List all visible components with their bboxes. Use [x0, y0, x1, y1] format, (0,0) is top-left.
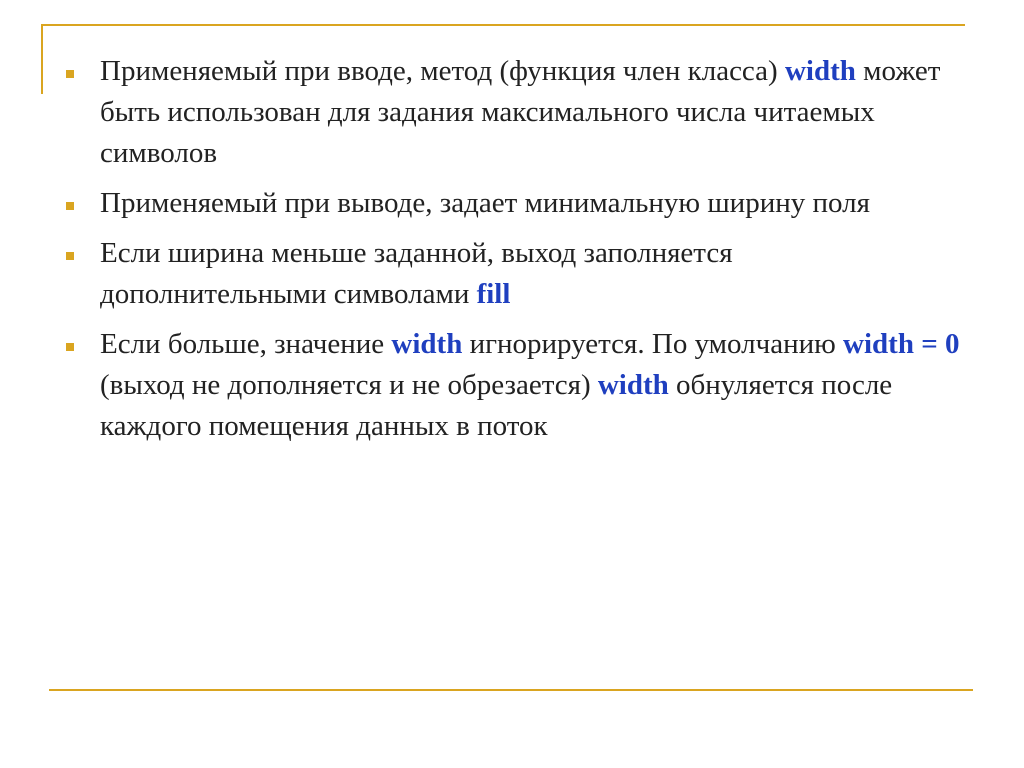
bullet-list [66, 51, 966, 456]
frame-bottom-line [49, 689, 973, 691]
bullet-text: Если ширина меньше заданной, выход заполняется дополнительными символами [100, 237, 733, 310]
bullet-text: Если больше, значение [100, 328, 392, 360]
bullet-item-1 [66, 51, 966, 174]
keyword-width: width [784, 55, 856, 87]
bullet-square-icon [66, 202, 74, 210]
bullet-text: может быть использован для задания максимального числа читаемых символов [100, 55, 941, 169]
bullet-item-2 [66, 183, 966, 224]
bullet-square-icon [66, 70, 74, 78]
bullet-text: игнорируется. По умолчанию [462, 328, 844, 360]
bullet-text: Применяемый при вводе, метод (функция член класса) [100, 55, 785, 87]
keyword-fill: fill [476, 278, 511, 310]
bullet-square-icon [66, 343, 74, 351]
bullet-text: обнуляется после каждого помещения данных в поток [100, 369, 893, 442]
bullet-item-3 [66, 233, 966, 315]
frame-left-line [41, 24, 43, 94]
keyword-width: width [391, 328, 463, 360]
bullet-text: (выход не дополняется и не обрезается) [100, 369, 598, 401]
bullet-square-icon [66, 252, 74, 260]
keyword-width: width [597, 369, 669, 401]
bullet-text: Применяемый при выводе, задает минимальную ширину поля [100, 187, 870, 219]
frame-top-line [41, 24, 965, 26]
keyword-width-default: width = 0 [843, 328, 960, 360]
bullet-item-4 [66, 324, 966, 447]
